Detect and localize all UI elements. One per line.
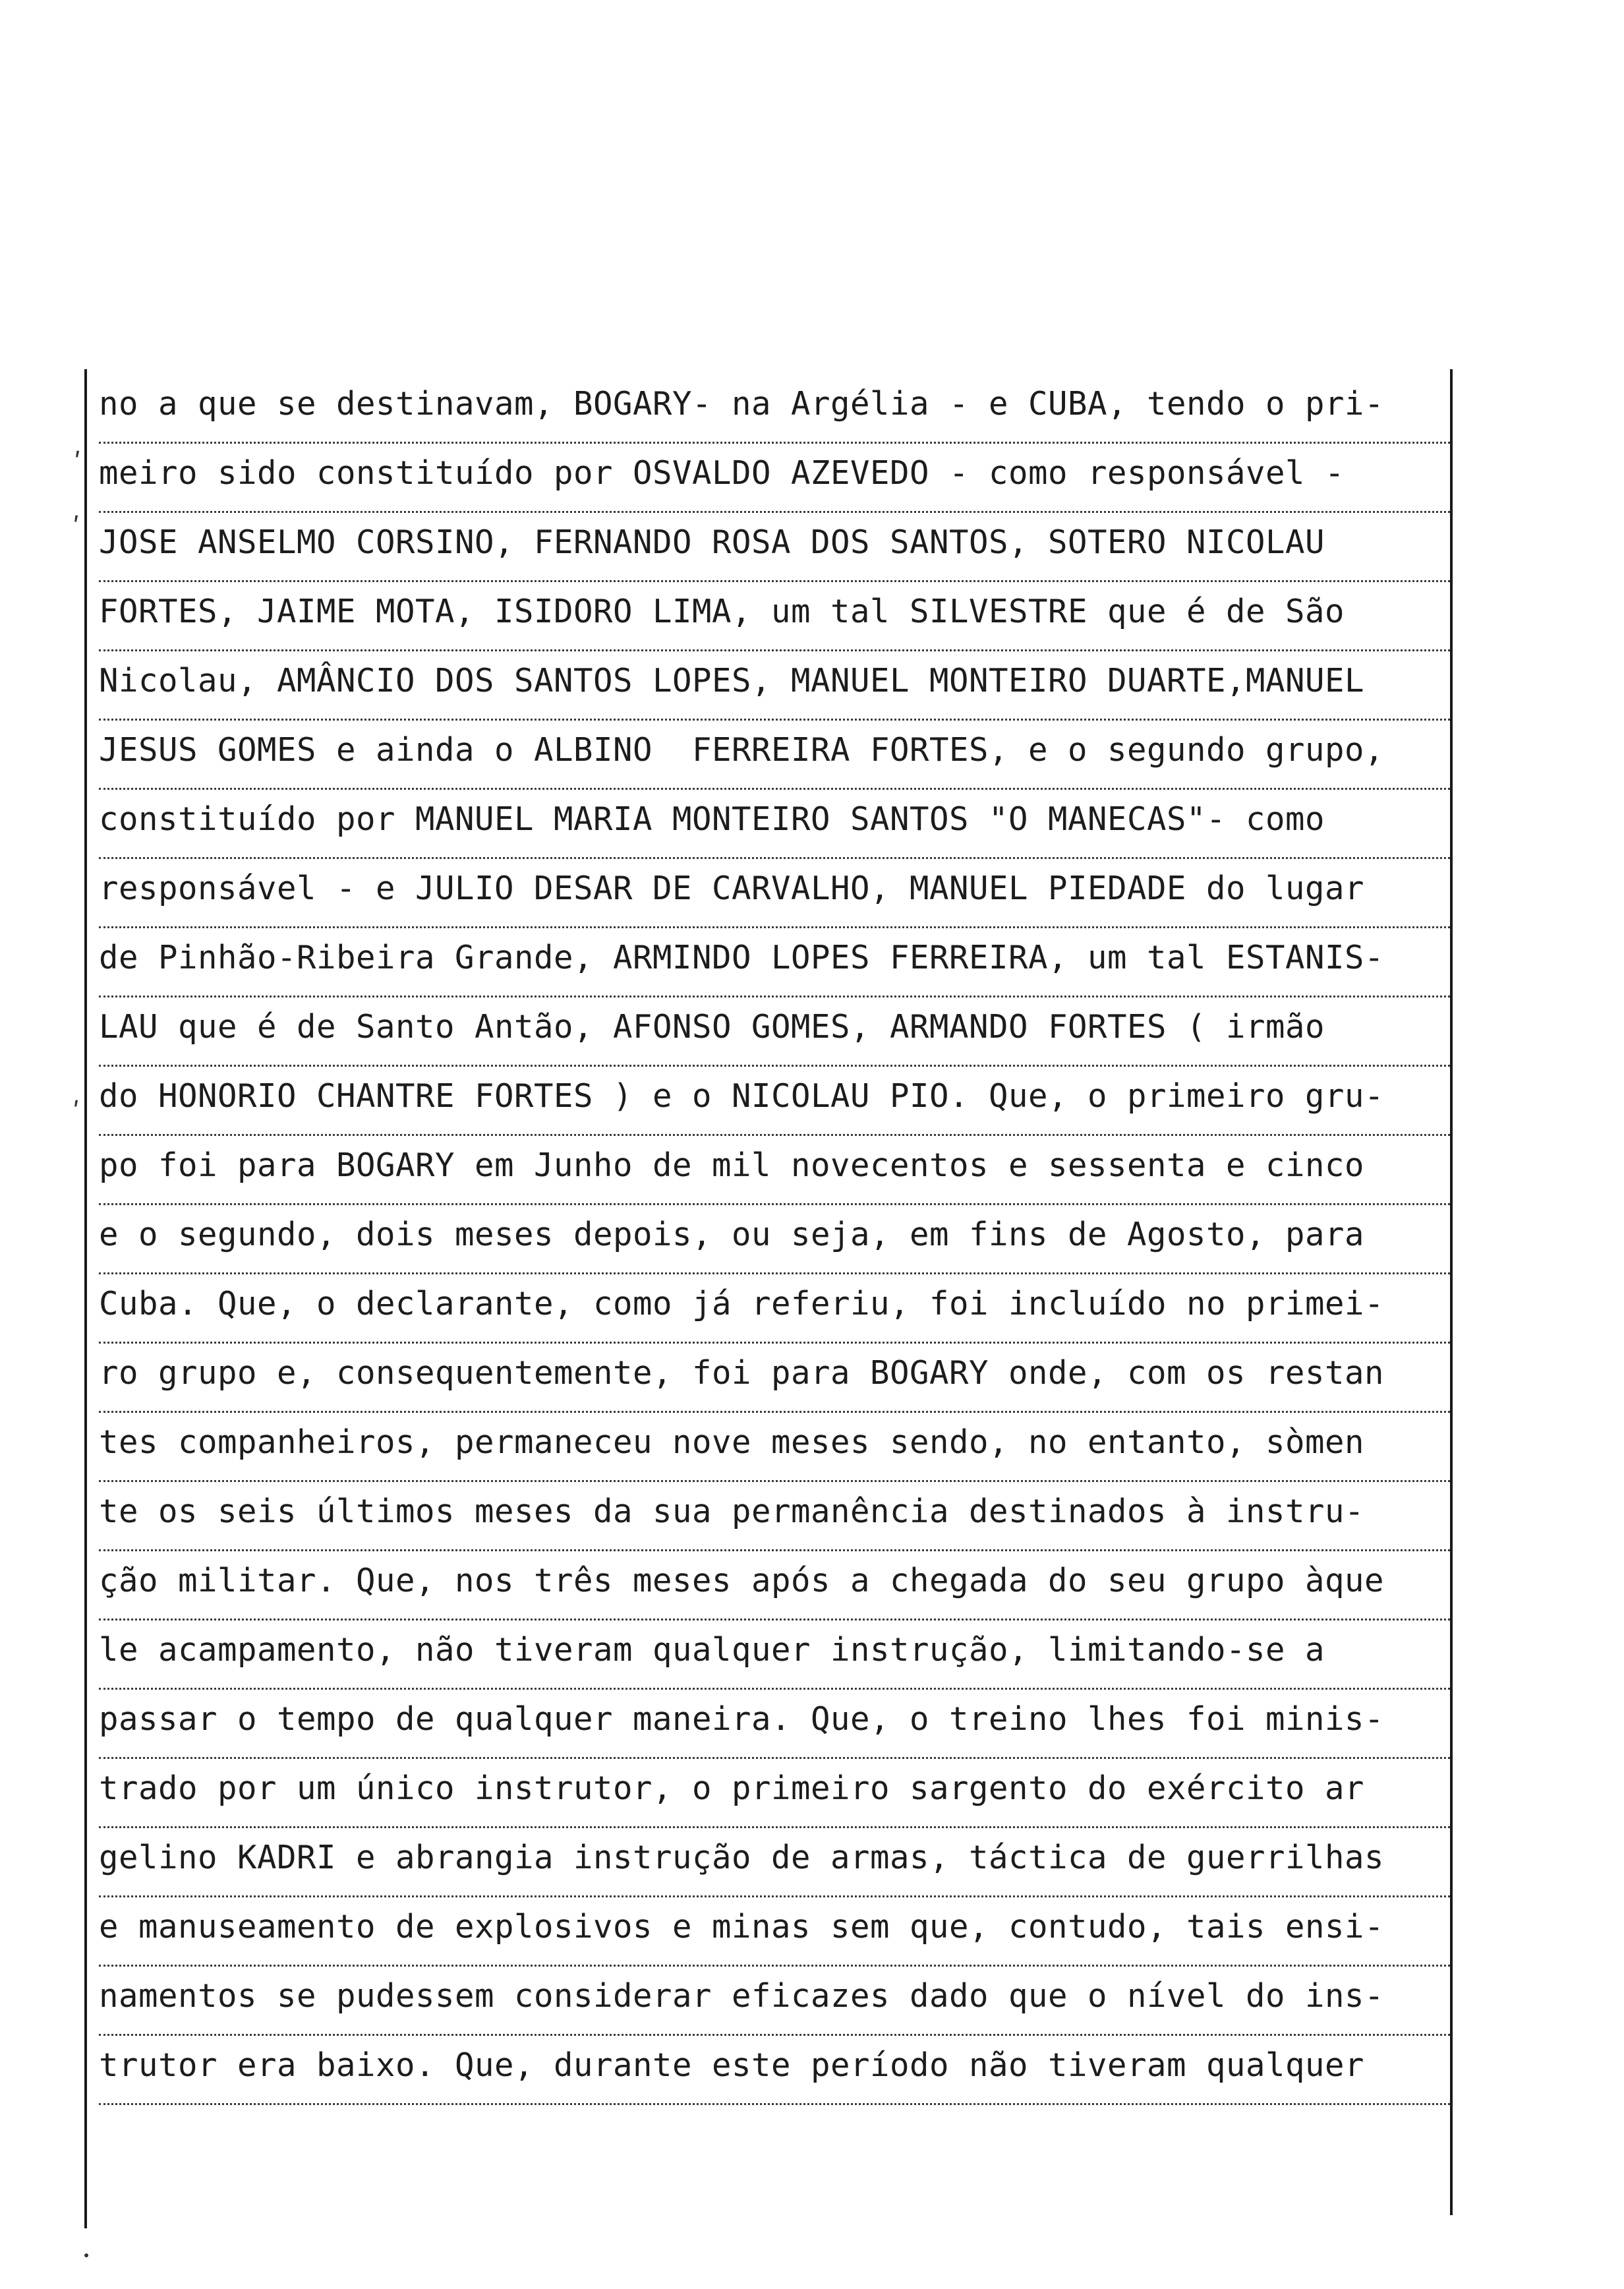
text-line: e manuseamento de explosivos e minas sem que, contudo, tais ensi- [99,1897,1450,1967]
text-line: constituído por MANUEL MARIA MONTEIRO SANTOS "O MANECAS"- como [99,790,1450,859]
text-line: Cuba. Que, o declarante, como já referiu, foi incluído no primei- [99,1274,1450,1344]
text-line: JESUS GOMES e ainda o ALBINO FERREIRA FORTES, e o segundo grupo, [99,721,1450,790]
text-line: meiro sido constituído por OSVALDO AZEVEDO - como responsável - [99,444,1450,513]
text-line: ção militar. Que, nos três meses após a chegada do seu grupo àque [99,1551,1450,1620]
text-line: ro grupo e, consequentemente, foi para BOGARY onde, com os restan [99,1344,1450,1413]
margin-mark-tick: ʹ [72,1098,80,1128]
typewritten-text [99,374,1450,2105]
text-line: do HONORIO CHANTRE FORTES ) e o NICOLAU PIO. Que, o primeiro gru- [99,1067,1450,1136]
text-line: FORTES, JAIME MOTA, ISIDORO LIMA, um tal SILVESTRE que é de São [99,582,1450,651]
text-line: te os seis últimos meses da sua permanência destinados à instru- [99,1482,1450,1551]
text-line: no a que se destinavam, BOGARY- na Argélia - e CUBA, tendo o pri- [99,374,1450,444]
text-line: passar o tempo de qualquer maneira. Que, o treino lhes foi minis- [99,1690,1450,1759]
text-line: JOSE ANSELMO CORSINO, FERNANDO ROSA DOS SANTOS, SOTERO NICOLAU [99,513,1450,582]
text-line: po foi para BOGARY em Junho de mil novecentos e sessenta e cinco [99,1136,1450,1205]
text-line: LAU que é de Santo Antão, AFONSO GOMES, ARMANDO FORTES ( irmão [99,997,1450,1067]
left-margin-rule [84,369,87,2228]
text-line: e o segundo, dois meses depois, ou seja, em fins de Agosto, para [99,1205,1450,1274]
text-line: trado por um único instrutor, o primeiro sargento do exército ar [99,1759,1450,1828]
margin-mark-tick: ʹ [72,513,80,543]
text-line: trutor era baixo. Que, durante este período não tiveram qualquer [99,2036,1450,2105]
margin-dot [84,2253,88,2257]
margin-mark-tick: ʹ [74,448,82,479]
text-line: namentos se pudessem considerar eficazes dado que o nível do ins- [99,1967,1450,2036]
right-margin-rule [1450,369,1453,2215]
text-line: de Pinhão-Ribeira Grande, ARMINDO LOPES FERREIRA, um tal ESTANIS- [99,928,1450,997]
text-line: le acampamento, não tiveram qualquer instrução, limitando-se a [99,1620,1450,1690]
text-line: Nicolau, AMÂNCIO DOS SANTOS LOPES, MANUEL MONTEIRO DUARTE,MANUEL [99,651,1450,721]
text-line: gelino KADRI e abrangia instrução de armas, táctica de guerrilhas [99,1828,1450,1897]
text-line: tes companheiros, permaneceu nove meses sendo, no entanto, sòmen [99,1413,1450,1482]
text-line: responsável - e JULIO DESAR DE CARVALHO, MANUEL PIEDADE do lugar [99,859,1450,928]
